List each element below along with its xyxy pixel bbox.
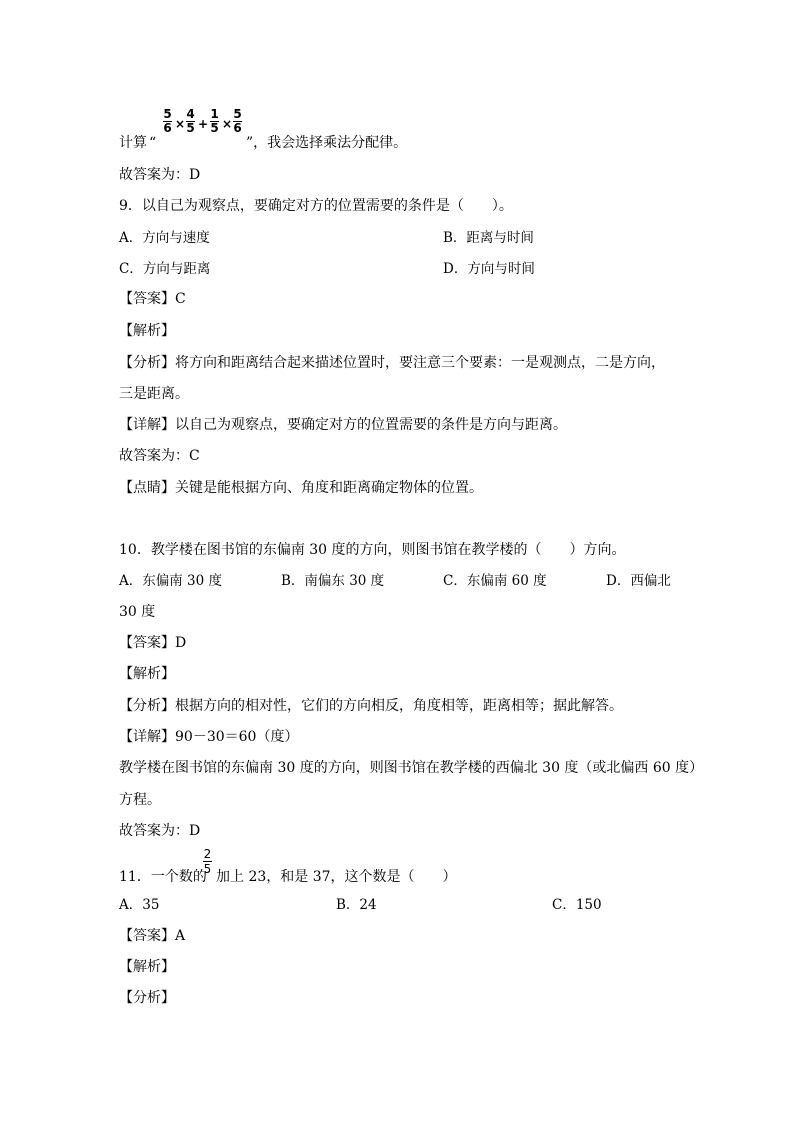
fraction-1-numerator: 5	[163, 107, 172, 121]
formula-suffix: ”，我会选择乘法分配律。	[246, 135, 408, 151]
q10-option-d-continued: 30 度	[119, 604, 156, 620]
q11-analysis: 【分析】	[119, 990, 175, 1006]
q9-option-b: B．距离与时间	[443, 230, 534, 246]
q9-analysis-line-2: 三是距离。	[119, 386, 189, 402]
q9-option-c: C．方向与距离	[119, 261, 211, 277]
q11-stem-prefix: 11．一个数的	[119, 869, 207, 885]
q11-fraction-numerator: 2	[203, 847, 212, 861]
q9-stem: 9．以自己为观察点，要确定对方的位置需要的条件是（ ）。	[119, 198, 513, 214]
formula-open-quote: “	[149, 135, 157, 151]
operator-times-1: ×	[175, 117, 186, 131]
q10-answer: 【答案】D	[119, 635, 187, 651]
q11-fraction	[203, 847, 212, 876]
fraction-2-numerator: 4	[186, 107, 195, 121]
q10-option-b: B．南偏东 30 度	[281, 573, 385, 589]
q9-analysis-line-1: 【分析】将方向和距离结合起来描述位置时，要注意三个要素：一是观测点，二是方向，	[119, 355, 665, 371]
q9-option-d: D．方向与时间	[443, 261, 535, 277]
q9-option-a: A．方向与速度	[119, 230, 210, 246]
q10-option-c: C．东偏南 60 度	[443, 573, 547, 589]
q11-answer: 【答案】A	[119, 928, 186, 944]
fraction-1-denominator: 6	[163, 121, 172, 135]
q10-option-d: D．西偏北	[606, 573, 671, 589]
q11-jiexi: 【解析】	[119, 959, 175, 975]
q10-jiexi: 【解析】	[119, 666, 175, 682]
q10-detail-line-3: 方程。	[119, 792, 161, 808]
fraction-3-denominator: 5	[210, 121, 219, 135]
q9-answer: 【答案】C	[119, 291, 186, 307]
fraction-3-numerator: 1	[210, 107, 219, 121]
fraction-2	[186, 108, 195, 135]
q10-analysis: 【分析】根据方向的相对性，它们的方向相反，角度相等，距离相等；据此解答。	[119, 698, 623, 714]
operator-times-2: ×	[222, 117, 233, 131]
operator-plus: +	[198, 117, 209, 131]
q11-fraction-denominator: 5	[203, 862, 212, 876]
q11-option-b: B．24	[336, 897, 377, 913]
fraction-4-numerator: 5	[233, 107, 242, 121]
q9-final-answer: 故答案为：C	[119, 448, 200, 464]
q9-detail: 【详解】以自己为观察点，要确定对方的位置需要的条件是方向与距离。	[119, 417, 567, 433]
q11-stem-suffix: 加上 23，和是 37，这个数是（ ）	[216, 869, 457, 885]
q10-detail: 【详解】90－30＝60（度）	[119, 729, 299, 745]
q10-stem: 10．教学楼在图书馆的东偏南 30 度的方向，则图书馆在教学楼的（ ）方向。	[119, 542, 626, 558]
fraction-2-denominator: 5	[186, 121, 195, 135]
q10-option-a: A．东偏南 30 度	[119, 573, 223, 589]
prev-answer-line: 故答案为：D	[119, 167, 201, 183]
fraction-4-denominator: 6	[233, 121, 242, 135]
fraction-4	[233, 108, 242, 135]
fraction-1	[163, 108, 172, 135]
q11-option-c: C．150	[552, 897, 602, 913]
q10-final-answer: 故答案为：D	[119, 823, 201, 839]
q9-key-point: 【点睛】关键是能根据方向、角度和距离确定物体的位置。	[119, 480, 483, 496]
q11-option-a: A．35	[119, 897, 160, 913]
fraction-3	[210, 108, 219, 135]
formula-prefix: 计算	[119, 135, 147, 151]
q9-jiexi: 【解析】	[119, 323, 175, 339]
q10-detail-line-2: 教学楼在图书馆的东偏南 30 度的方向，则图书馆在教学楼的西偏北 30 度（或北偏西 60 度）	[119, 760, 704, 776]
